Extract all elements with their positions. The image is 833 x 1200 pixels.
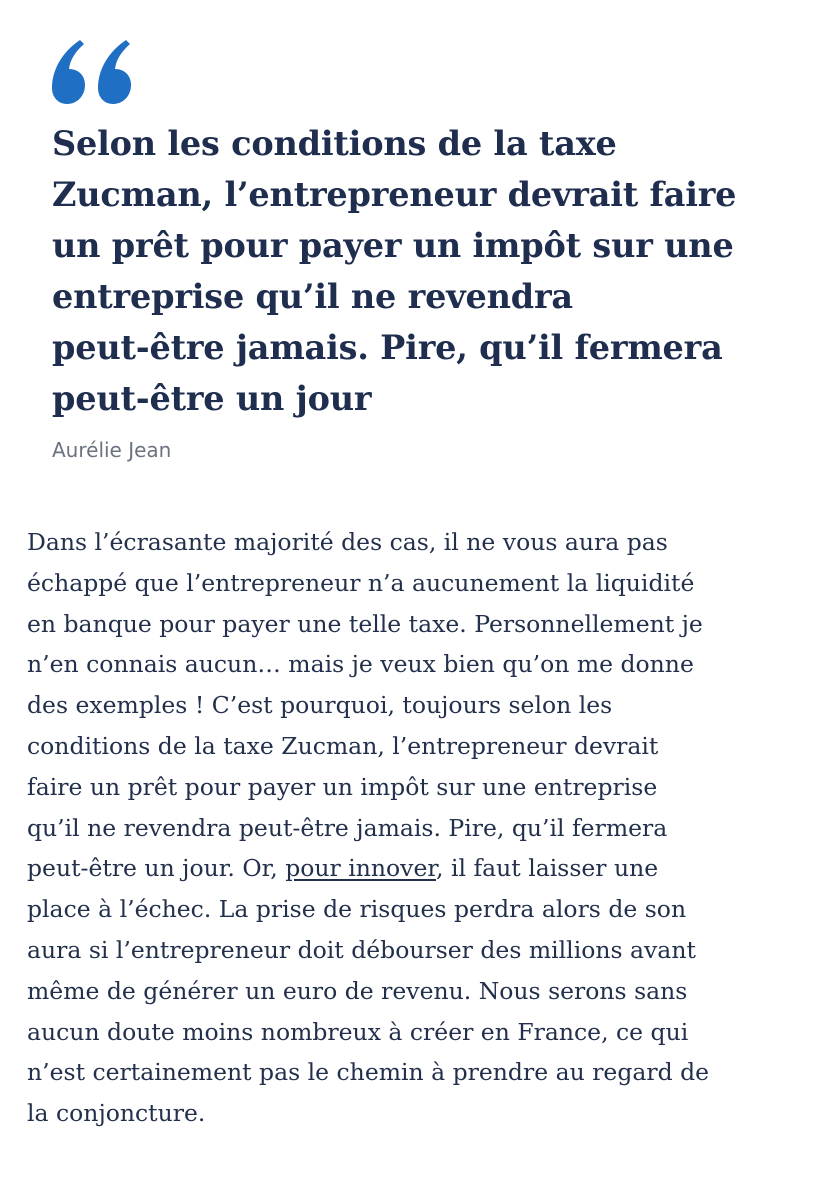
paragraph-line: même de générer un euro de revenu. Nous serons sans xyxy=(27,976,688,1005)
pull-quote-line: peut-être jamais. Pire, qu’il fermera xyxy=(52,328,723,367)
paragraph-line: Dans l’écrasante majorité des cas, il ne vous aura pas xyxy=(27,528,668,556)
paragraph-line: conditions de la taxe Zucman, l’entrepreneur devrait xyxy=(27,731,659,760)
paragraph-line: place à l’échec. La prise de risques perdra alors de son xyxy=(27,895,687,924)
pull-quote xyxy=(52,38,812,462)
paragraph-line: la conjoncture. xyxy=(27,1099,206,1128)
paragraph-line-with-link xyxy=(27,848,817,889)
pull-quote-line: un prêt pour payer un impôt sur une xyxy=(52,226,734,265)
paragraph-line: échappé que l’entrepreneur n’a aucunement la liquidité xyxy=(27,568,695,597)
pull-quote-author: Aurélie Jean xyxy=(52,438,172,462)
pull-quote-line: Selon les conditions de la taxe xyxy=(52,124,617,163)
paragraph-line: en banque pour payer une telle taxe. Personnellement je xyxy=(27,609,703,638)
pull-quote-line: peut-être un jour xyxy=(52,379,372,418)
paragraph-line: qu’il ne revendra peut-être jamais. Pire, qu’il fermera xyxy=(27,813,668,842)
pull-quote-line: entreprise qu’il ne revendra xyxy=(52,277,573,316)
link-line-before: peut-être un jour. Or, xyxy=(27,854,286,883)
quotation-mark-icon xyxy=(52,38,132,104)
paragraph-line: aura si l’entrepreneur doit débourser des millions avant xyxy=(27,935,696,964)
paragraph-line: n’en connais aucun… mais je veux bien qu’on me donne xyxy=(27,650,694,679)
article-paragraph xyxy=(27,522,817,1134)
pull-quote-text xyxy=(52,118,812,424)
paragraph-line: aucun doute moins nombreux à créer en France, ce qui xyxy=(27,1017,689,1046)
paragraph-line: faire un prêt pour payer un impôt sur une entreprise xyxy=(27,772,658,801)
pull-quote-line: Zucman, l’entrepreneur devrait faire xyxy=(52,175,737,214)
link-line-after: , il faut laisser une xyxy=(436,854,659,883)
paragraph-line: des exemples ! C’est pourquoi, toujours selon les xyxy=(27,691,613,720)
paragraph-line: n’est certainement pas le chemin à prendre au regard de xyxy=(27,1058,710,1087)
pour-innover-link[interactable]: pour innover xyxy=(285,854,437,883)
